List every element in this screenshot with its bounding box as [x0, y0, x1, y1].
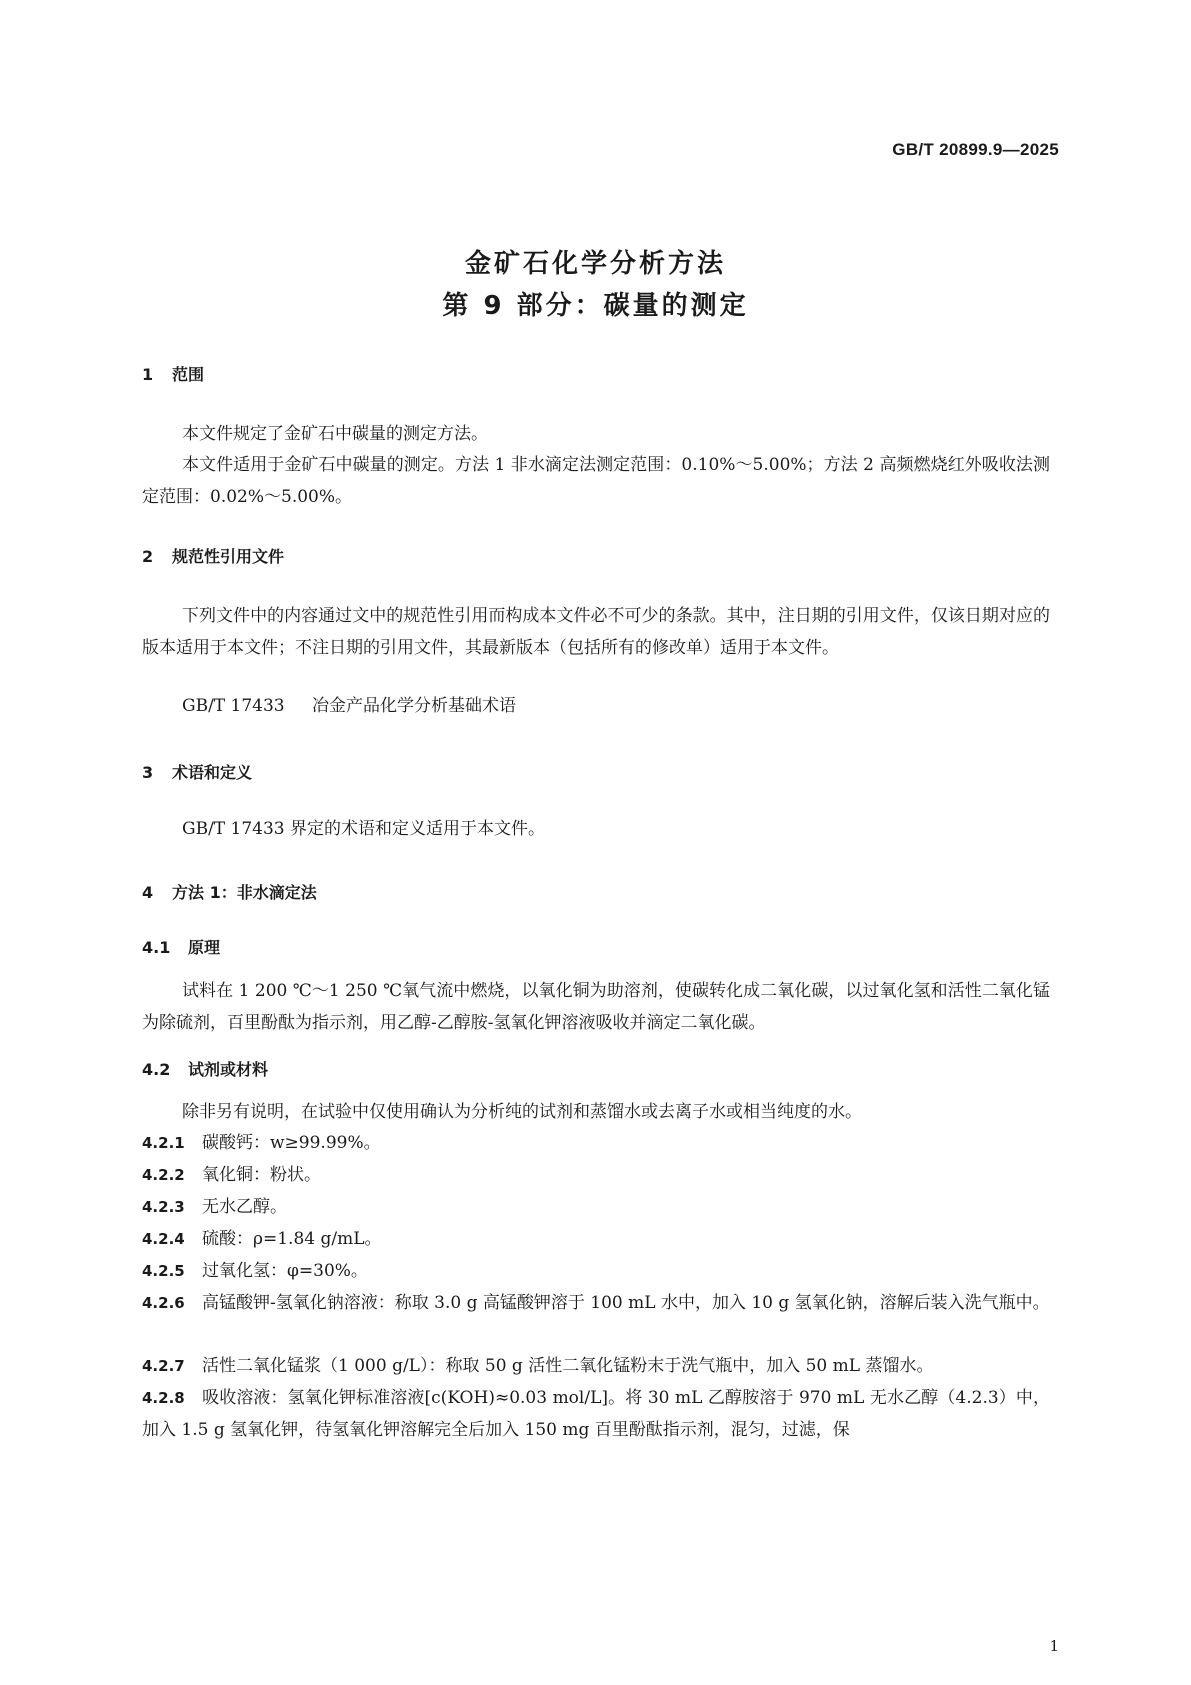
section-4-2-intro: 除非另有说明，在试验中仅使用确认为分析纯的试剂和蒸馏水或去离子水或相当纯度的水。: [182, 1102, 862, 1122]
clause-number: 4.2.7: [142, 1357, 185, 1375]
clause-text: 氧化铜：粉状。: [202, 1165, 321, 1185]
clause-4-2-3: [142, 1191, 1050, 1223]
section-4-1-paragraph: 试料在 1 200 ℃～1 250 ℃氧气流中燃烧，以氧化铜为助溶剂，使碳转化成二氧化碳，以过氧化氢和活性二氧化锰为除硫剂，百里酚酞为指示剂，用乙醇-乙醇胺-氢氧化钾溶液吸收并滴定二氧化碳。: [142, 981, 1050, 1033]
section-number: 1: [142, 365, 154, 384]
clause-4-2-8: [142, 1382, 1050, 1446]
section-1-paragraph-2: 本文件适用于金矿石中碳量的测定。方法 1 非水滴定法测定范围：0.10%～5.00%；方法 2 高频燃烧红外吸收法测定范围：0.02%～5.00%。: [142, 455, 1050, 507]
section-1-heading: [142, 362, 204, 385]
section-3-paragraph: GB/T 17433 界定的术语和定义适用于本文件。: [182, 819, 546, 839]
clause-number: 4.2.4: [142, 1230, 185, 1248]
clause-text: 活性二氧化锰浆（1 000 g/L）：称取 50 g 活性二氧化锰粉末于洗气瓶中，加入 50 mL 蒸馏水。: [202, 1356, 934, 1376]
section-number: 2: [142, 547, 154, 566]
clause-text: 无水乙醇。: [202, 1197, 287, 1217]
page-number: 1: [1049, 1637, 1059, 1655]
section-title: 范围: [172, 365, 205, 384]
clause-4-2-4: [142, 1223, 1050, 1255]
clause-number: 4.2.2: [142, 1166, 185, 1184]
clause-text: 吸收溶液：氢氧化钾标准溶液[c(KOH)≈0.03 mol/L]。将 30 mL 乙醇胺溶于 970 mL 无水乙醇（4.2.3）中，加入 1.5 g 氢氧化钾，待氢氧化钾溶解完全后加入 150 mg 百里酚酞指示剂，混匀，过滤，保: [142, 1388, 1050, 1440]
section-title: 原理: [188, 938, 221, 957]
section-1-paragraph-1: 本文件规定了金矿石中碳量的测定方法。: [182, 424, 488, 444]
section-number: 4.2: [142, 1060, 171, 1079]
clause-number: 4.2.6: [142, 1294, 185, 1312]
standard-code: GB/T 20899.9—2025: [892, 140, 1059, 159]
clause-4-2-2: [142, 1159, 1050, 1191]
clause-text: 碳酸钙：w≥99.99%。: [202, 1133, 381, 1153]
clause-4-2-7: [142, 1350, 1050, 1382]
document-title-line1: 金矿石化学分析方法: [464, 249, 726, 279]
clause-number: 4.2.1: [142, 1134, 185, 1152]
clause-4-2-1: [142, 1127, 1050, 1159]
clause-number: 4.2.3: [142, 1198, 185, 1216]
section-2-paragraph: 下列文件中的内容通过文中的规范性引用而构成本文件必不可少的条款。其中，注日期的引用文件，仅该日期对应的版本适用于本文件；不注日期的引用文件，其最新版本（包括所有的修改单）适用于本文件。: [142, 606, 1050, 658]
section-2-heading: [142, 544, 284, 567]
section-4-2-heading: [142, 1057, 268, 1080]
clause-number: 4.2.8: [142, 1389, 185, 1407]
section-number: 4.1: [142, 938, 171, 957]
clause-text: 高锰酸钾-氢氧化钠溶液：称取 3.0 g 高锰酸钾溶于 100 mL 水中，加入 10 g 氢氧化钠，溶解后装入洗气瓶中。: [202, 1293, 1050, 1313]
section-title: 试剂或材料: [188, 1060, 269, 1079]
clause-text: 硫酸：ρ=1.84 g/mL。: [202, 1229, 382, 1249]
reference-code: GB/T 17433: [182, 696, 285, 716]
clause-text: 过氧化氢：φ=30%。: [202, 1261, 368, 1281]
document-title-line2: 第 9 部分：碳量的测定: [442, 291, 749, 321]
section-title: 规范性引用文件: [172, 547, 285, 566]
section-4-1-heading: [142, 935, 220, 958]
clause-number: 4.2.5: [142, 1262, 185, 1280]
section-number: 4: [142, 883, 154, 902]
section-title: 方法 1：非水滴定法: [172, 883, 317, 902]
clause-4-2-5: [142, 1255, 1050, 1287]
normative-reference: [182, 690, 516, 722]
clause-4-2-6: [142, 1287, 1050, 1319]
section-3-heading: [142, 760, 252, 783]
section-4-heading: [142, 880, 317, 903]
section-title: 术语和定义: [172, 763, 253, 782]
section-number: 3: [142, 763, 154, 782]
reference-title: 冶金产品化学分析基础术语: [312, 696, 516, 716]
